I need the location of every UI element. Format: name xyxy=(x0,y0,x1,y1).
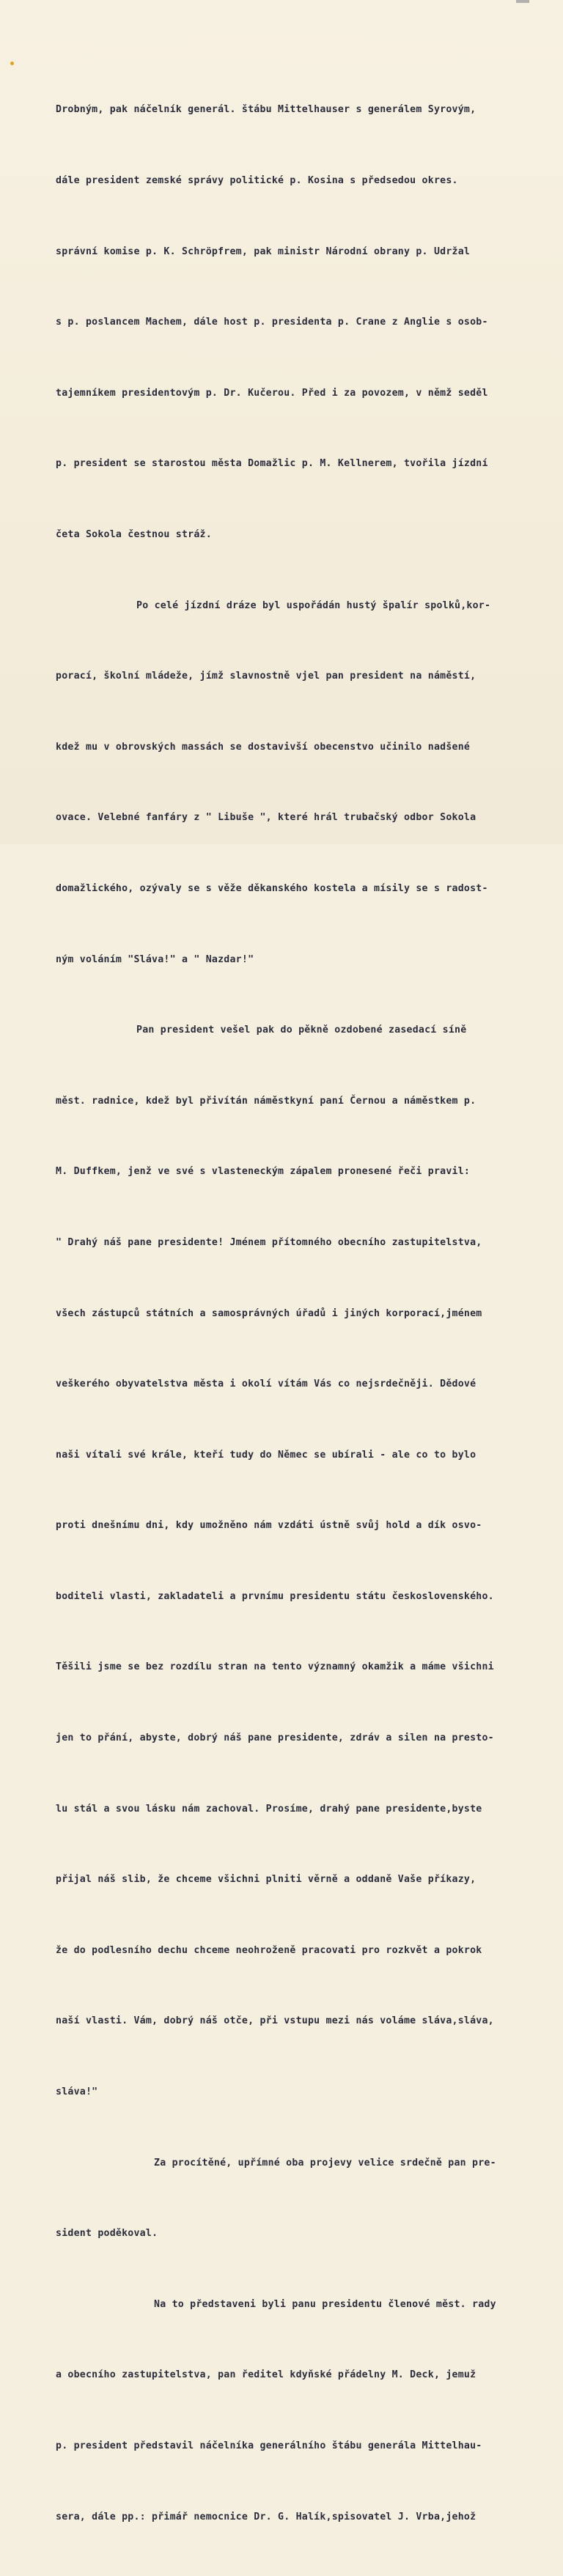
text-line-31: sident poděkoval. xyxy=(56,2228,158,2240)
speech-line-10: přijal náš slib, že chceme všichni plniti věrně a oddaně Vaše příkazy, xyxy=(56,1874,476,1886)
paragraph-start-line: Na to představeni byli panu presidentu členové měst. rady xyxy=(154,2298,496,2310)
text-line-4: s p. poslancem Machem, dále host p. presidenta p. Crane z Anglie s osob- xyxy=(56,317,488,328)
speech-line-2: všech zástupců státních a samosprávných úřadů i jiných korporací,jménem xyxy=(56,1307,482,1319)
text-line-10: kdež mu v obrovských massách se dostavivší obecenstvo učinilo nadšené xyxy=(56,741,471,753)
text-line-16: M. Duffkem, jenž ve své s vlasteneckým zápalem pronesené řeči pravil: xyxy=(56,1166,471,1178)
top-edge-mark xyxy=(516,0,529,3)
text-line-35: sera, dále pp.: přimář nemocnice Dr. G. Halík,spisovatel J. Vrba,jehož xyxy=(56,2511,476,2523)
paragraph-start-line: Pan president vešel pak do pěkně ozdobené zasedací síně xyxy=(136,1025,467,1036)
text-line-33: a obecního zastupitelstva, pan ředitel kdyňské přádelny M. Deck, jemuž xyxy=(56,2369,476,2381)
text-line-12: domažlického, ozývaly se s věže děkanského kostela a mísily se s radost- xyxy=(56,882,488,894)
text-line-5: tajemníkem presidentovým p. Dr. Kučerou. Před i za povozem, v němž seděl xyxy=(56,387,488,399)
margin-dot xyxy=(10,62,14,65)
text-line-15: měst. radnice, kdež byl přivítán náměstkyní paní Černou a náměstkem p. xyxy=(56,1095,476,1107)
speech-line-4: naši vítali své krále, kteří tudy do Němec se ubírali - ale co to bylo xyxy=(56,1449,476,1461)
speech-line-6: boditeli vlasti, zakladateli a prvnímu presidentu státu československého. xyxy=(56,1590,494,1602)
text-line-1: Drobným, pak náčelník generál. štábu Mittelhauser s generálem Syrovým, xyxy=(56,104,476,116)
paragraph-start-line: Po celé jízdní dráze byl uspořádán hustý špalír spolků,kor- xyxy=(136,599,491,611)
speech-line-7: Těšili jsme se bez rozdílu stran na tento významný okamžik a máme všichni xyxy=(56,1661,494,1673)
text-line-6: p. president se starostou města Domažlic p. M. Kellnerem, tvořila jízdní xyxy=(56,458,488,470)
speech-line-12: naší vlasti. Vám, dobrý náš otče, při vstupu mezi nás voláme sláva,sláva, xyxy=(56,2015,494,2027)
text-line-13: ným voláním "Sláva!" a " Nazdar!" xyxy=(56,953,254,965)
speech-line-5: proti dnešnímu dni, kdy umožněno nám vzdáti ústně svůj hold a dík osvo- xyxy=(56,1520,482,1532)
document-body xyxy=(56,51,562,2576)
speech-line-13: sláva!" xyxy=(56,2086,98,2098)
text-line-11: ovace. Velebné fanfáry z " Libuše ", které hrál trubačský odbor Sokola xyxy=(56,812,476,824)
text-line-9: porací, školní mládeže, jímž slavnostně vjel pan president na náměstí, xyxy=(56,671,476,682)
speech-line-11: že do podlesního dechu chceme neohroženě pracovati pro rozkvět a pokrok xyxy=(56,1944,482,1956)
speech-line-9: lu stál a svou lásku nám zachoval. Prosíme, drahý pane presidente,byste xyxy=(56,1803,482,1815)
text-line-34: p. president představil náčelníka generálního štábu generála Mittelhau- xyxy=(56,2440,482,2451)
speech-line-8: jen to přání, abyste, dobrý náš pane presidente, zdráv a silen na presto- xyxy=(56,1732,494,1744)
text-line-3: správní komise p. K. Schröpfrem, pak ministr Národní obrany p. Udržal xyxy=(56,246,471,257)
speech-line-3: veškerého obyvatelstva města i okolí vítám Vás co nejsrdečněji. Dědové xyxy=(56,1379,476,1390)
text-line-2: dále president zemské správy politické p. Kosina s předsedou okres. xyxy=(56,175,458,186)
paragraph-start-line: Za procítěné, upřímné oba projevy velice srdečně pan pre- xyxy=(154,2157,496,2169)
speech-line-1: " Drahý náš pane presidente! Jménem přítomného obecního zastupitelstva, xyxy=(56,1236,482,1248)
text-line-7: četa Sokola čestnou stráž. xyxy=(56,528,212,540)
